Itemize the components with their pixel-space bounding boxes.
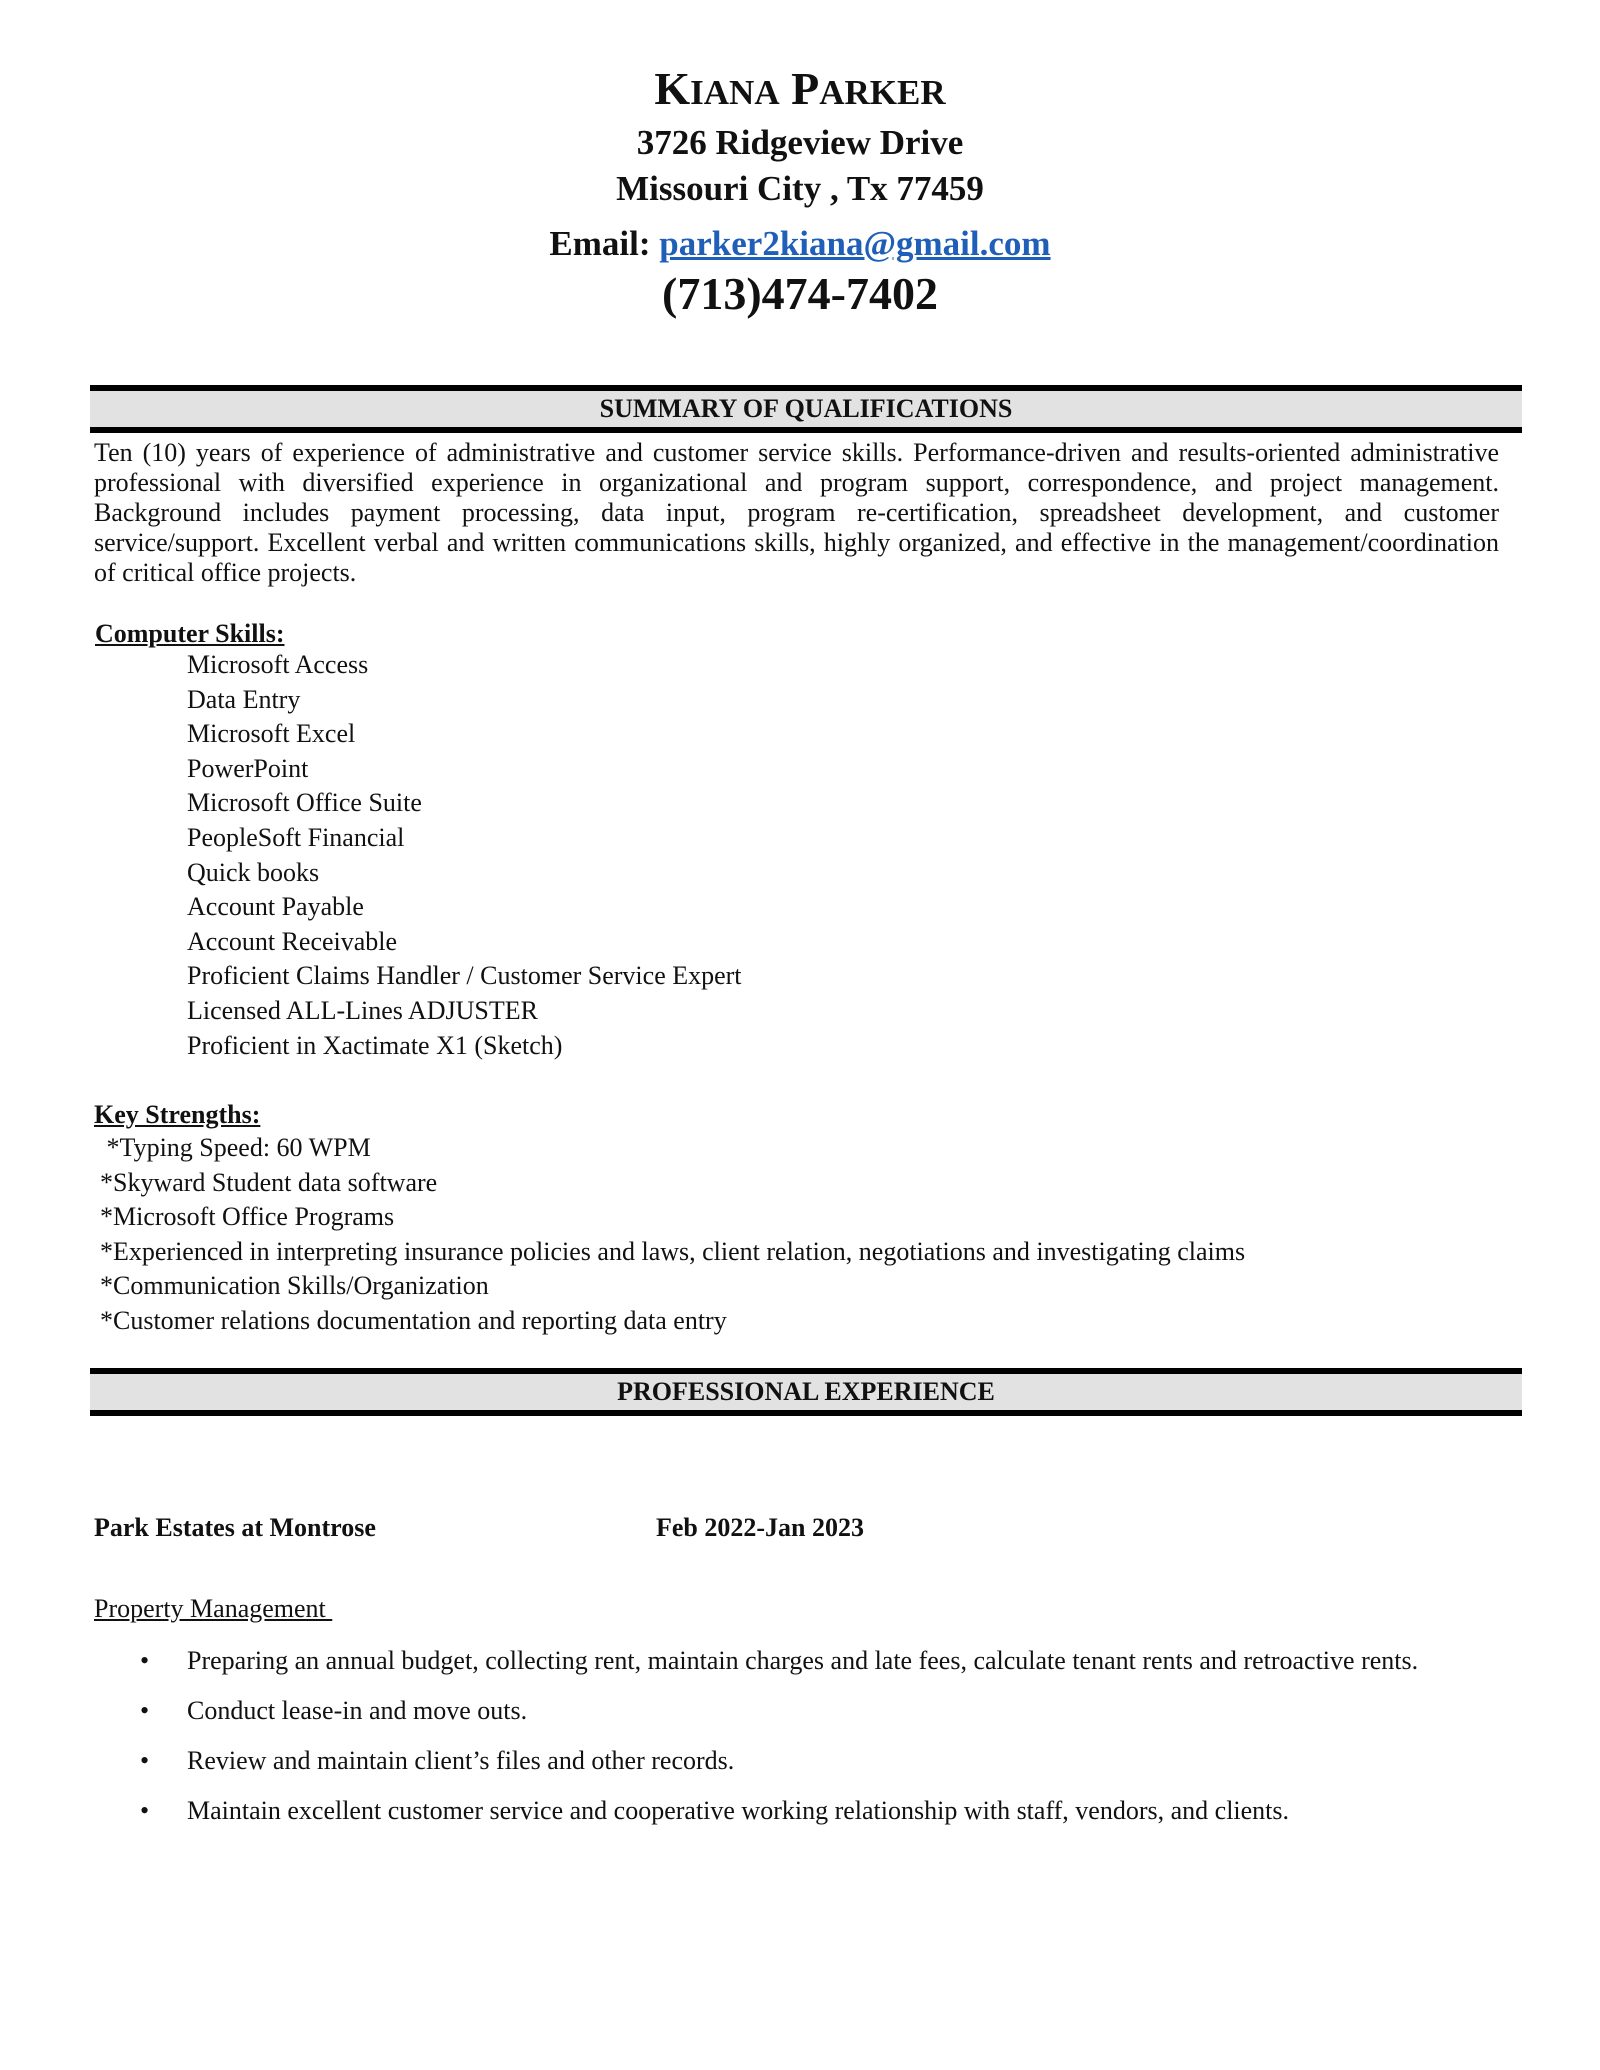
bullet-icon: • — [140, 1696, 150, 1725]
list-item: Proficient Claims Handler / Customer Service Expert — [187, 961, 742, 991]
list-item: • Preparing an annual budget, collecting rent, maintain charges and late fees, calculate tenant rents and retroactive rents. — [140, 1646, 1419, 1675]
job-dates: Feb 2022-Jan 2023 — [656, 1513, 864, 1542]
list-item: *Experienced in interpreting insurance policies and laws, client relation, negotiations and investigating claims — [100, 1236, 1246, 1266]
list-item: *Typing Speed: 60 WPM — [100, 1133, 371, 1162]
list-item: *Skyward Student data software — [100, 1167, 438, 1197]
computer-skills-list — [187, 648, 742, 1063]
key-strengths-heading: Key Strengths: — [94, 1100, 261, 1129]
list-item: Microsoft Access — [187, 650, 369, 679]
bullet-icon: • — [140, 1746, 150, 1775]
email-label: Email: — [549, 224, 651, 263]
list-item: *Customer relations documentation and reporting data entry — [100, 1305, 727, 1335]
bullet-icon: • — [140, 1796, 150, 1825]
key-strengths-list — [100, 1131, 1245, 1339]
address-line-2: Missouri City , Tx 77459 — [616, 169, 984, 208]
address-line-1: 3726 Ridgeview Drive — [636, 123, 964, 162]
summary-heading-bar: SUMMARY OF QUALIFICATIONS — [90, 385, 1522, 433]
list-item: PeopleSoft Financial — [187, 822, 405, 852]
summary-paragraph: Ten (10) years of experience of administrative and customer service skills. Performance-driven and results-oriented administrative professional with diversified experience in organizational and program support, correspondence, and project management. Background includes payment processing, data input, program re-certification, spreadsheet development, and customer service/support. Excellent verbal and written communications skills, highly organized, and effective in the management/coordination of critical office projects. — [94, 438, 1499, 587]
resume-header — [0, 62, 1600, 322]
candidate-name: KIANA PARKER — [654, 63, 946, 114]
list-item: PowerPoint — [187, 753, 309, 783]
list-item: Microsoft Office Suite — [187, 788, 422, 818]
job-role: Property Management — [94, 1594, 333, 1623]
computer-skills-heading: Computer Skills: — [95, 619, 285, 648]
list-item: Account Payable — [187, 892, 364, 922]
list-item: Quick books — [187, 857, 320, 887]
job-duties-list — [140, 1645, 1490, 1845]
email-line — [0, 222, 1600, 266]
list-item: • Review and maintain client’s files and other records. — [140, 1746, 735, 1775]
list-item: Licensed ALL-Lines ADJUSTER — [187, 995, 538, 1025]
list-item: Microsoft Excel — [187, 719, 356, 749]
list-item: *Communication Skills/Organization — [100, 1271, 489, 1301]
phone-number: (713)474-7402 — [662, 268, 938, 319]
list-item: • Maintain excellent customer service and cooperative working relationship with staff, vendors, and clients. — [140, 1796, 1290, 1825]
list-item: Proficient in Xactimate X1 (Sketch) — [187, 1030, 563, 1060]
email-link[interactable]: parker2kiana@gmail.com — [659, 224, 1051, 263]
list-item: • Conduct lease-in and move outs. — [140, 1696, 528, 1725]
experience-heading-bar: PROFESSIONAL EXPERIENCE — [90, 1368, 1522, 1416]
bullet-icon: • — [140, 1646, 150, 1675]
list-item: *Microsoft Office Programs — [100, 1202, 395, 1232]
list-item: Data Entry — [187, 684, 301, 714]
list-item: Account Receivable — [187, 926, 398, 956]
job-employer: Park Estates at Montrose — [94, 1513, 376, 1542]
